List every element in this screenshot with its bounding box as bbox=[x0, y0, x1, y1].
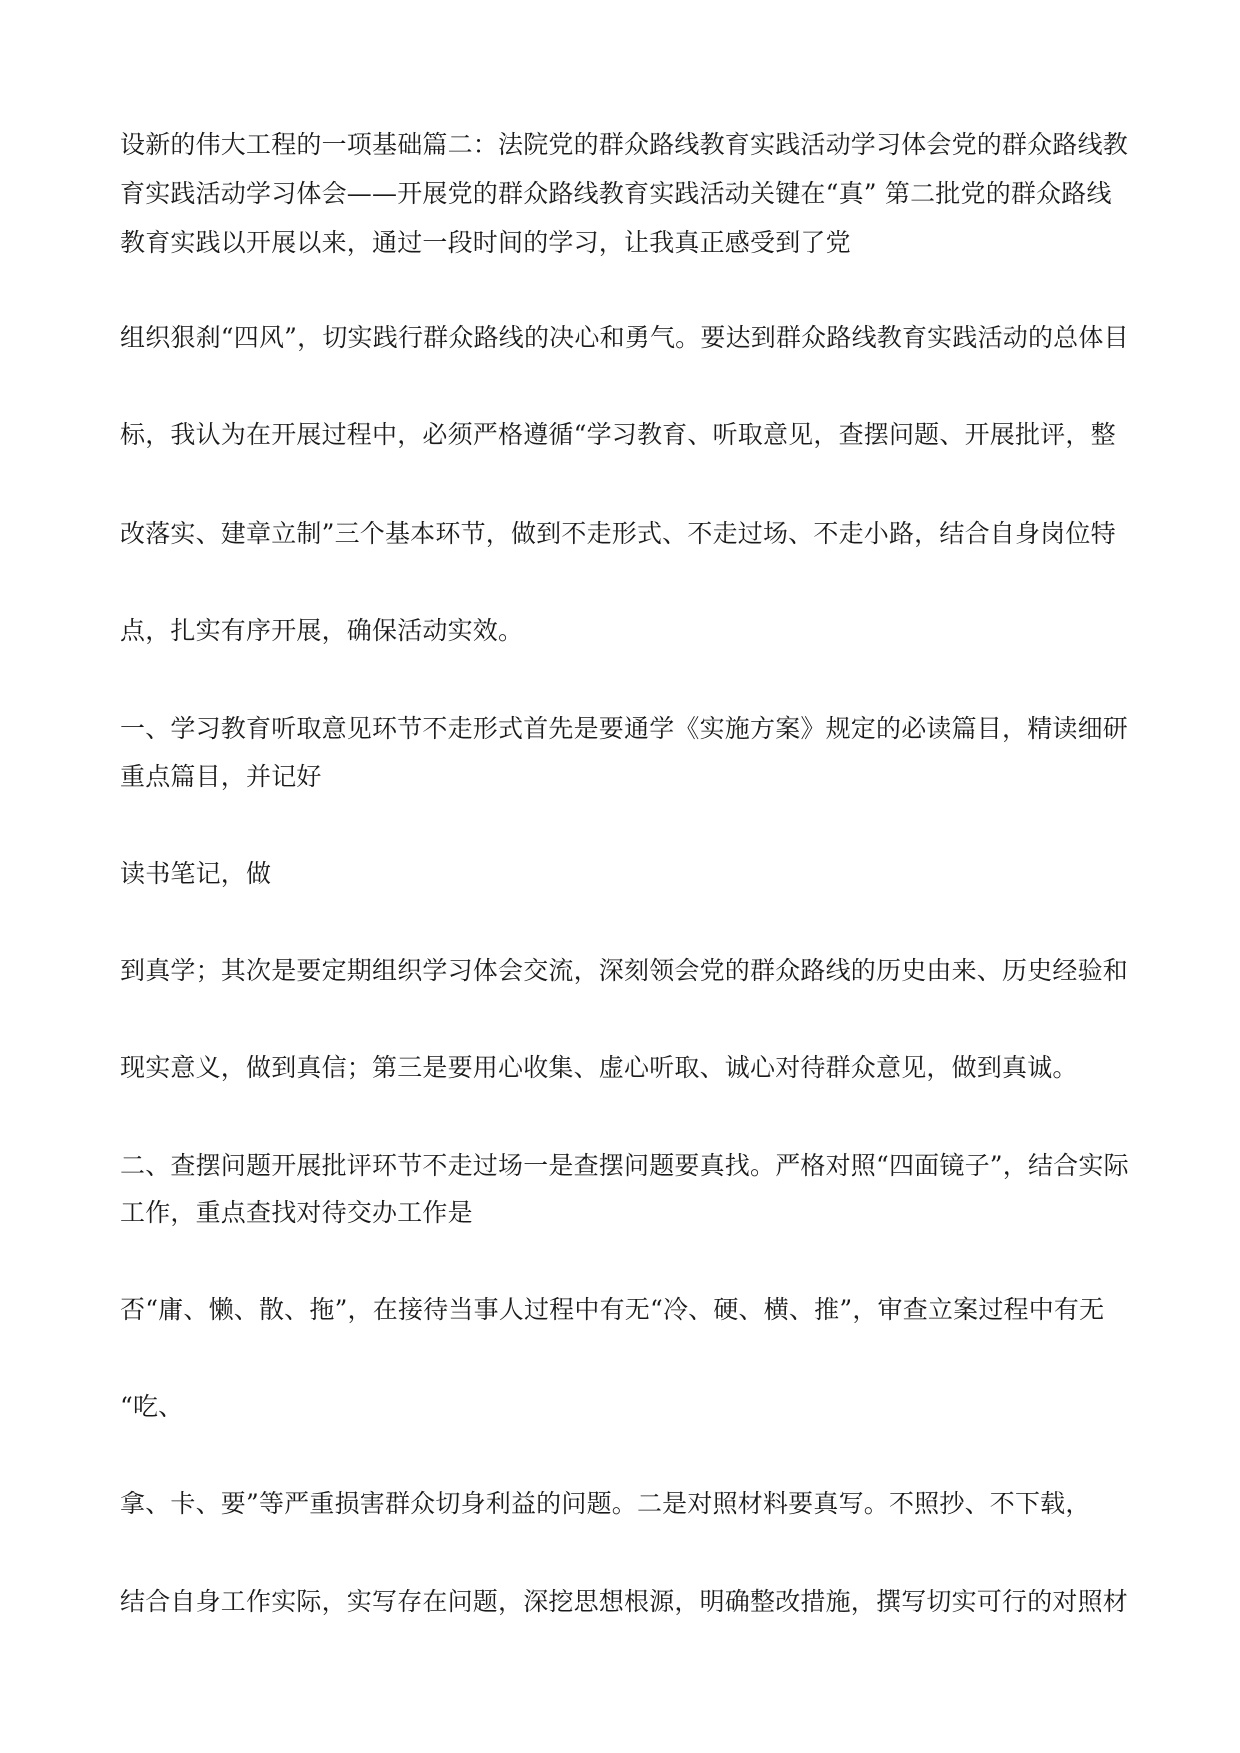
text-line: 现实意义，做到真信；第三是要用心收集、虚心听取、诚心对待群众意见，做到真诚。 bbox=[120, 1053, 1078, 1082]
text-line: 一、学习教育听取意见环节不走形式首先是要通学《实施方案》规定的必读篇目，精读细研 bbox=[120, 714, 1129, 743]
text-line: 育实践活动学习体会——开展党的群众路线教育实践活动关键在“真” 第二批党的群众路线 bbox=[120, 179, 1112, 208]
text-line: 设新的伟大工程的一项基础篇二：法院党的群众路线教育实践活动学习体会党的群众路线教 bbox=[120, 130, 1129, 159]
text-line: 改落实、建章立制”三个基本环节，做到不走形式、不走过场、不走小路，结合自身岗位特 bbox=[120, 519, 1116, 548]
text-line: 结合自身工作实际，实写存在问题，深挖思想根源，明确整改措施，撰写切实可行的对照材 bbox=[120, 1587, 1129, 1616]
text-line: 标，我认为在开展过程中，必须严格遵循“学习教育、听取意见，查摆问题、开展批评，整 bbox=[120, 420, 1116, 449]
text-line: 工作，重点查找对待交办工作是 bbox=[120, 1198, 473, 1227]
text-line: 拿、卡、要”等严重损害群众切身利益的问题。二是对照材料要真写。不照抄、不下载， bbox=[120, 1489, 1091, 1518]
text-line: 点，扎实有序开展，确保活动实效。 bbox=[120, 616, 524, 645]
text-line: 到真学；其次是要定期组织学习体会交流，深刻领会党的群众路线的历史由来、历史经验和 bbox=[120, 956, 1129, 985]
text-line: 否“庸、懒、散、拖”，在接待当事人过程中有无“冷、硬、横、推”，审查立案过程中有无 bbox=[120, 1295, 1105, 1324]
text-line: 教育实践以开展以来，通过一段时间的学习，让我真正感受到了党 bbox=[120, 228, 851, 257]
text-line: 读书笔记，做 bbox=[120, 859, 272, 888]
text-line: 组织狠刹“四风”，切实践行群众路线的决心和勇气。要达到群众路线教育实践活动的总体目 bbox=[120, 323, 1129, 352]
text-line: 二、查摆问题开展批评环节不走过场一是查摆问题要真找。严格对照“四面镜子”，结合实际 bbox=[120, 1151, 1129, 1180]
text-line: “吃、 bbox=[120, 1392, 184, 1421]
text-line: 重点篇目，并记好 bbox=[120, 762, 322, 791]
